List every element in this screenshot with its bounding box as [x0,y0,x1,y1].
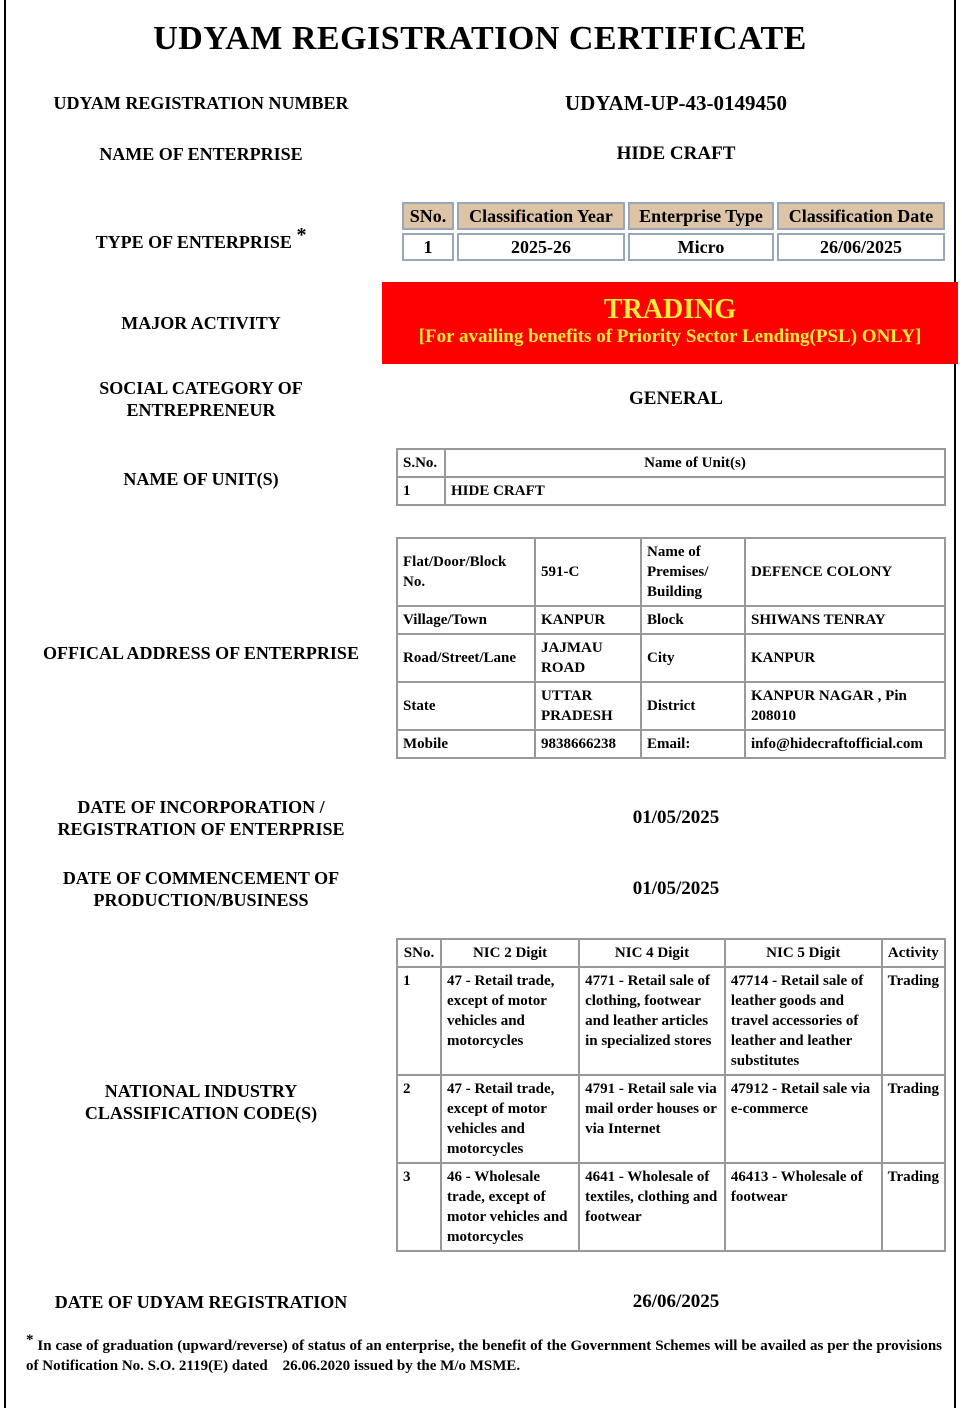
footnote-marker: * [296,224,307,246]
table-row [397,538,945,606]
major-activity-value: TRADING [603,294,737,325]
table-row [397,1163,945,1251]
table-cell: 1 [402,233,454,261]
enterprise-type-label-text: TYPE OF ENTERPRISE [95,232,292,252]
table-row [397,634,945,682]
table-cell: 46413 - Wholesale of footwear [725,1163,882,1251]
nic-label-line: CLASSIFICATION CODE(S) [84,1103,318,1123]
address-field-label: State [397,682,535,730]
certificate-page [4,0,956,1408]
address-field-value: DEFENCE COLONY [745,538,945,606]
enterprise-name-value: HIDE CRAFT [616,143,736,164]
column-header: Classification Date [777,202,945,230]
table-header-row [397,449,945,477]
address-field-value: KANPUR NAGAR , Pin 208010 [745,682,945,730]
table-cell: 2025-26 [457,233,625,261]
mobile-value: 9838666238 [535,730,641,758]
email-value: info@hidecraftofficial.com [745,730,945,758]
social-category-label [26,377,376,421]
footnote-text: In case of graduation (upward/reverse) of status of an enterprise, the benefit of the Government Schemes will be availed as per the provisions of Notification No. S.O. 2119(E) dated 26.06.2020 issued by the M/o MSME. [26,1338,946,1374]
table-row [397,730,945,758]
address-field-label: District [641,682,745,730]
commencement-label-line: PRODUCTION/BUSINESS [93,890,309,910]
table-row [397,477,945,505]
table-cell: 47 - Retail trade, except of motor vehicles and motorcycles [441,1075,579,1163]
table-cell: Micro [628,233,774,261]
table-cell: HIDE CRAFT [445,477,945,505]
column-header: Activity [882,939,945,967]
table-cell: 47 - Retail trade, except of motor vehicles and motorcycles [441,967,579,1075]
address-field-value: KANPUR [535,606,641,634]
address-field-label: City [641,634,745,682]
incorporation-label-line: REGISTRATION OF ENTERPRISE [57,819,345,839]
social-category-label-line: ENTREPRENEUR [126,400,276,420]
table-cell: 46 - Wholesale trade, except of motor vehicles and motorcycles [441,1163,579,1251]
address-field-label: Flat/Door/Block No. [397,538,535,606]
nic-label-line: NATIONAL INDUSTRY [104,1081,298,1101]
address-field-label: Village/Town [397,606,535,634]
table-cell: Trading [882,967,945,1075]
enterprise-type-table [399,199,948,264]
table-row [397,606,945,634]
table-cell: Trading [882,1075,945,1163]
units-table [396,448,946,506]
table-cell: 2 [397,1075,441,1163]
address-field-value: SHIWANS TENRAY [745,606,945,634]
table-row [397,1075,945,1163]
address-field-label: Block [641,606,745,634]
social-category-label-line: SOCIAL CATEGORY OF [99,378,303,398]
major-activity-note: [For availing benefits of Priority Sector Lending(PSL) ONLY] [418,326,922,347]
udyam-date-label: DATE OF UDYAM REGISTRATION [54,1292,348,1312]
commencement-date: 01/05/2025 [632,878,720,899]
address-field-label: Name of Premises/ Building [641,538,745,606]
column-header: NIC 4 Digit [579,939,725,967]
incorporation-label [26,796,376,840]
table-cell: Trading [882,1163,945,1251]
registration-number-value: UDYAM-UP-43-0149450 [564,91,788,115]
incorporation-label-line: DATE OF INCORPORATION / [77,797,325,817]
column-header: Classification Year [457,202,625,230]
column-header: Name of Unit(s) [445,449,945,477]
certificate-title: UDYAM REGISTRATION CERTIFICATE [153,20,807,57]
address-field-label: Email: [641,730,745,758]
incorporation-date: 01/05/2025 [632,807,720,828]
table-cell: 4641 - Wholesale of textiles, clothing and footwear [579,1163,725,1251]
address-field-value: 591-C [535,538,641,606]
nic-table [396,938,946,1252]
footnote [26,1330,946,1376]
column-header: NIC 2 Digit [441,939,579,967]
table-cell: 3 [397,1163,441,1251]
enterprise-name-label: NAME OF ENTERPRISE [99,144,303,164]
table-cell: 47912 - Retail sale via e-commerce [725,1075,882,1163]
address-field-value: UTTAR PRADESH [535,682,641,730]
enterprise-type-label [26,224,376,253]
table-cell: 1 [397,967,441,1075]
registration-number-label: UDYAM REGISTRATION NUMBER [53,93,349,113]
address-table [396,537,946,759]
units-label: NAME OF UNIT(S) [123,469,279,489]
address-field-value: KANPUR [745,634,945,682]
table-header-row [397,939,945,967]
table-cell: 4771 - Retail sale of clothing, footwear and leather articles in specialized stores [579,967,725,1075]
commencement-label [26,867,376,911]
table-row [397,967,945,1075]
address-label: OFFICAL ADDRESS OF ENTERPRISE [43,643,359,663]
column-header: SNo. [397,939,441,967]
table-row [402,233,945,261]
social-category-value: GENERAL [629,388,723,409]
address-field-label: Road/Street/Lane [397,634,535,682]
table-cell: 1 [397,477,445,505]
column-header: S.No. [397,449,445,477]
footnote-marker: * [26,1332,34,1348]
column-header: NIC 5 Digit [725,939,882,967]
table-header-row [402,202,945,230]
table-row [397,682,945,730]
column-header: SNo. [402,202,454,230]
address-field-label: Mobile [397,730,535,758]
major-activity-label: MAJOR ACTIVITY [121,313,281,333]
major-activity-box [382,282,958,364]
table-cell: 4791 - Retail sale via mail order houses or via Internet [579,1075,725,1163]
column-header: Enterprise Type [628,202,774,230]
address-field-value: JAJMAU ROAD [535,634,641,682]
udyam-date-value: 26/06/2025 [632,1291,720,1312]
commencement-label-line: DATE OF COMMENCEMENT OF [62,868,340,888]
table-cell: 26/06/2025 [777,233,945,261]
table-cell: 47714 - Retail sale of leather goods and travel accessories of leather and leather substitutes [725,967,882,1075]
nic-label [26,1080,376,1124]
